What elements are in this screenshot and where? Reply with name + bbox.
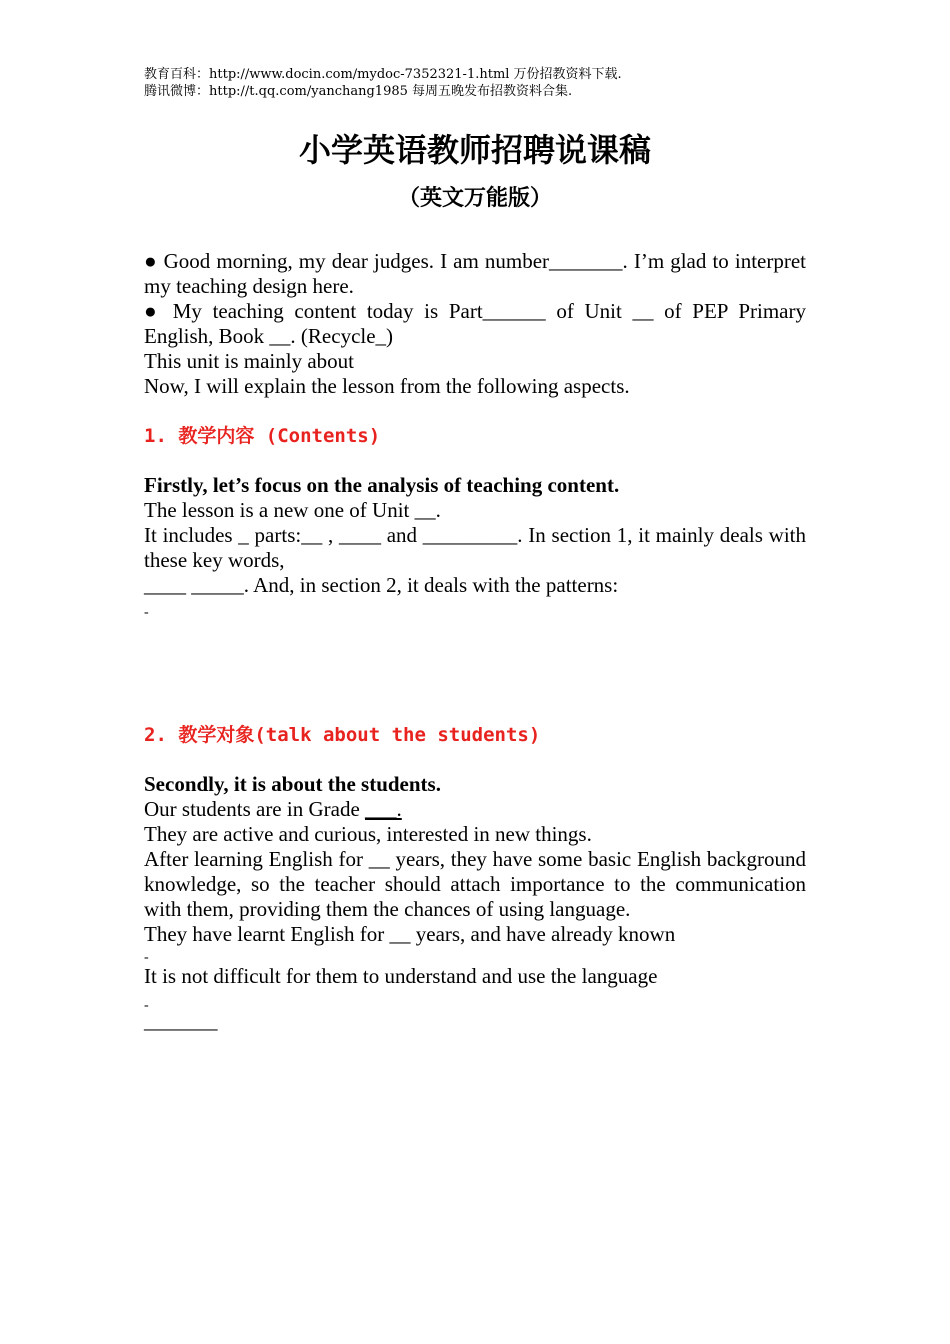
- section-1-paragraph-2: It includes _ parts:__ , ____ and _________. In section 1, it mainly deals with these key words,: [144, 523, 806, 572]
- section-2-heading: 2. 教学对象(talk about the students): [144, 724, 541, 746]
- intro-paragraph-1: ● Good morning, my dear judges. I am number_______. I’m glad to interpret my teaching design here.: [144, 249, 806, 298]
- section-2-dash-2: -: [144, 998, 149, 1013]
- section-2-lead: Secondly, it is about the students.: [144, 772, 441, 796]
- page-header: [144, 66, 844, 100]
- grade-blank: ___.: [365, 797, 402, 821]
- section-2-dash-1: -: [144, 950, 149, 965]
- section-2-paragraph-2: They are active and curious, interested in new things.: [144, 822, 592, 846]
- section-2-paragraph-1: [144, 797, 806, 822]
- section-1-paragraph-1: The lesson is a new one of Unit __.: [144, 498, 441, 522]
- section-2-paragraph-5: It is not difficult for them to understand and use the language: [144, 964, 658, 988]
- section-2-paragraph-4: They have learnt English for __ years, and have already known: [144, 922, 676, 946]
- intro-paragraph-2: ● My teaching content today is Part______ of Unit __ of PEP Primary English, Book __. (Recycle_): [144, 299, 806, 348]
- header-line-1: 教育百科：http://www.docin.com/mydoc-7352321-1.html 万份招教资料下载.: [144, 67, 622, 82]
- section-1-dash: -: [144, 605, 149, 620]
- section-1-lead: Firstly, let’s focus on the analysis of teaching content.: [144, 473, 620, 497]
- grade-text: Our students are in Grade: [144, 797, 366, 821]
- intro-section: [144, 249, 806, 399]
- intro-paragraph-4: Now, I will explain the lesson from the following aspects.: [144, 374, 630, 398]
- header-line-2: 腾讯微博：http://t.qq.com/yanchang1985 每周五晚发布招教资料合集.: [144, 84, 573, 99]
- document-subtitle: （英文万能版）: [397, 186, 552, 211]
- intro-paragraph-3: This unit is mainly about: [144, 349, 354, 373]
- section-1-heading: 1. 教学内容 (Contents): [144, 425, 381, 447]
- section-1-paragraph-3: ____ _____. And, in section 2, it deals with the patterns:: [144, 573, 619, 597]
- section-1-body: [144, 473, 806, 622]
- section-2-paragraph-3: After learning English for __ years, they have some basic English background knowledge, so the teacher should attach importance to the communication with them, providing them the chances of using language.: [144, 847, 806, 921]
- section-2-blank-line: _______: [144, 1009, 218, 1033]
- document-title: 小学英语教师招聘说课稿: [298, 131, 651, 169]
- section-2-body: [144, 772, 806, 1033]
